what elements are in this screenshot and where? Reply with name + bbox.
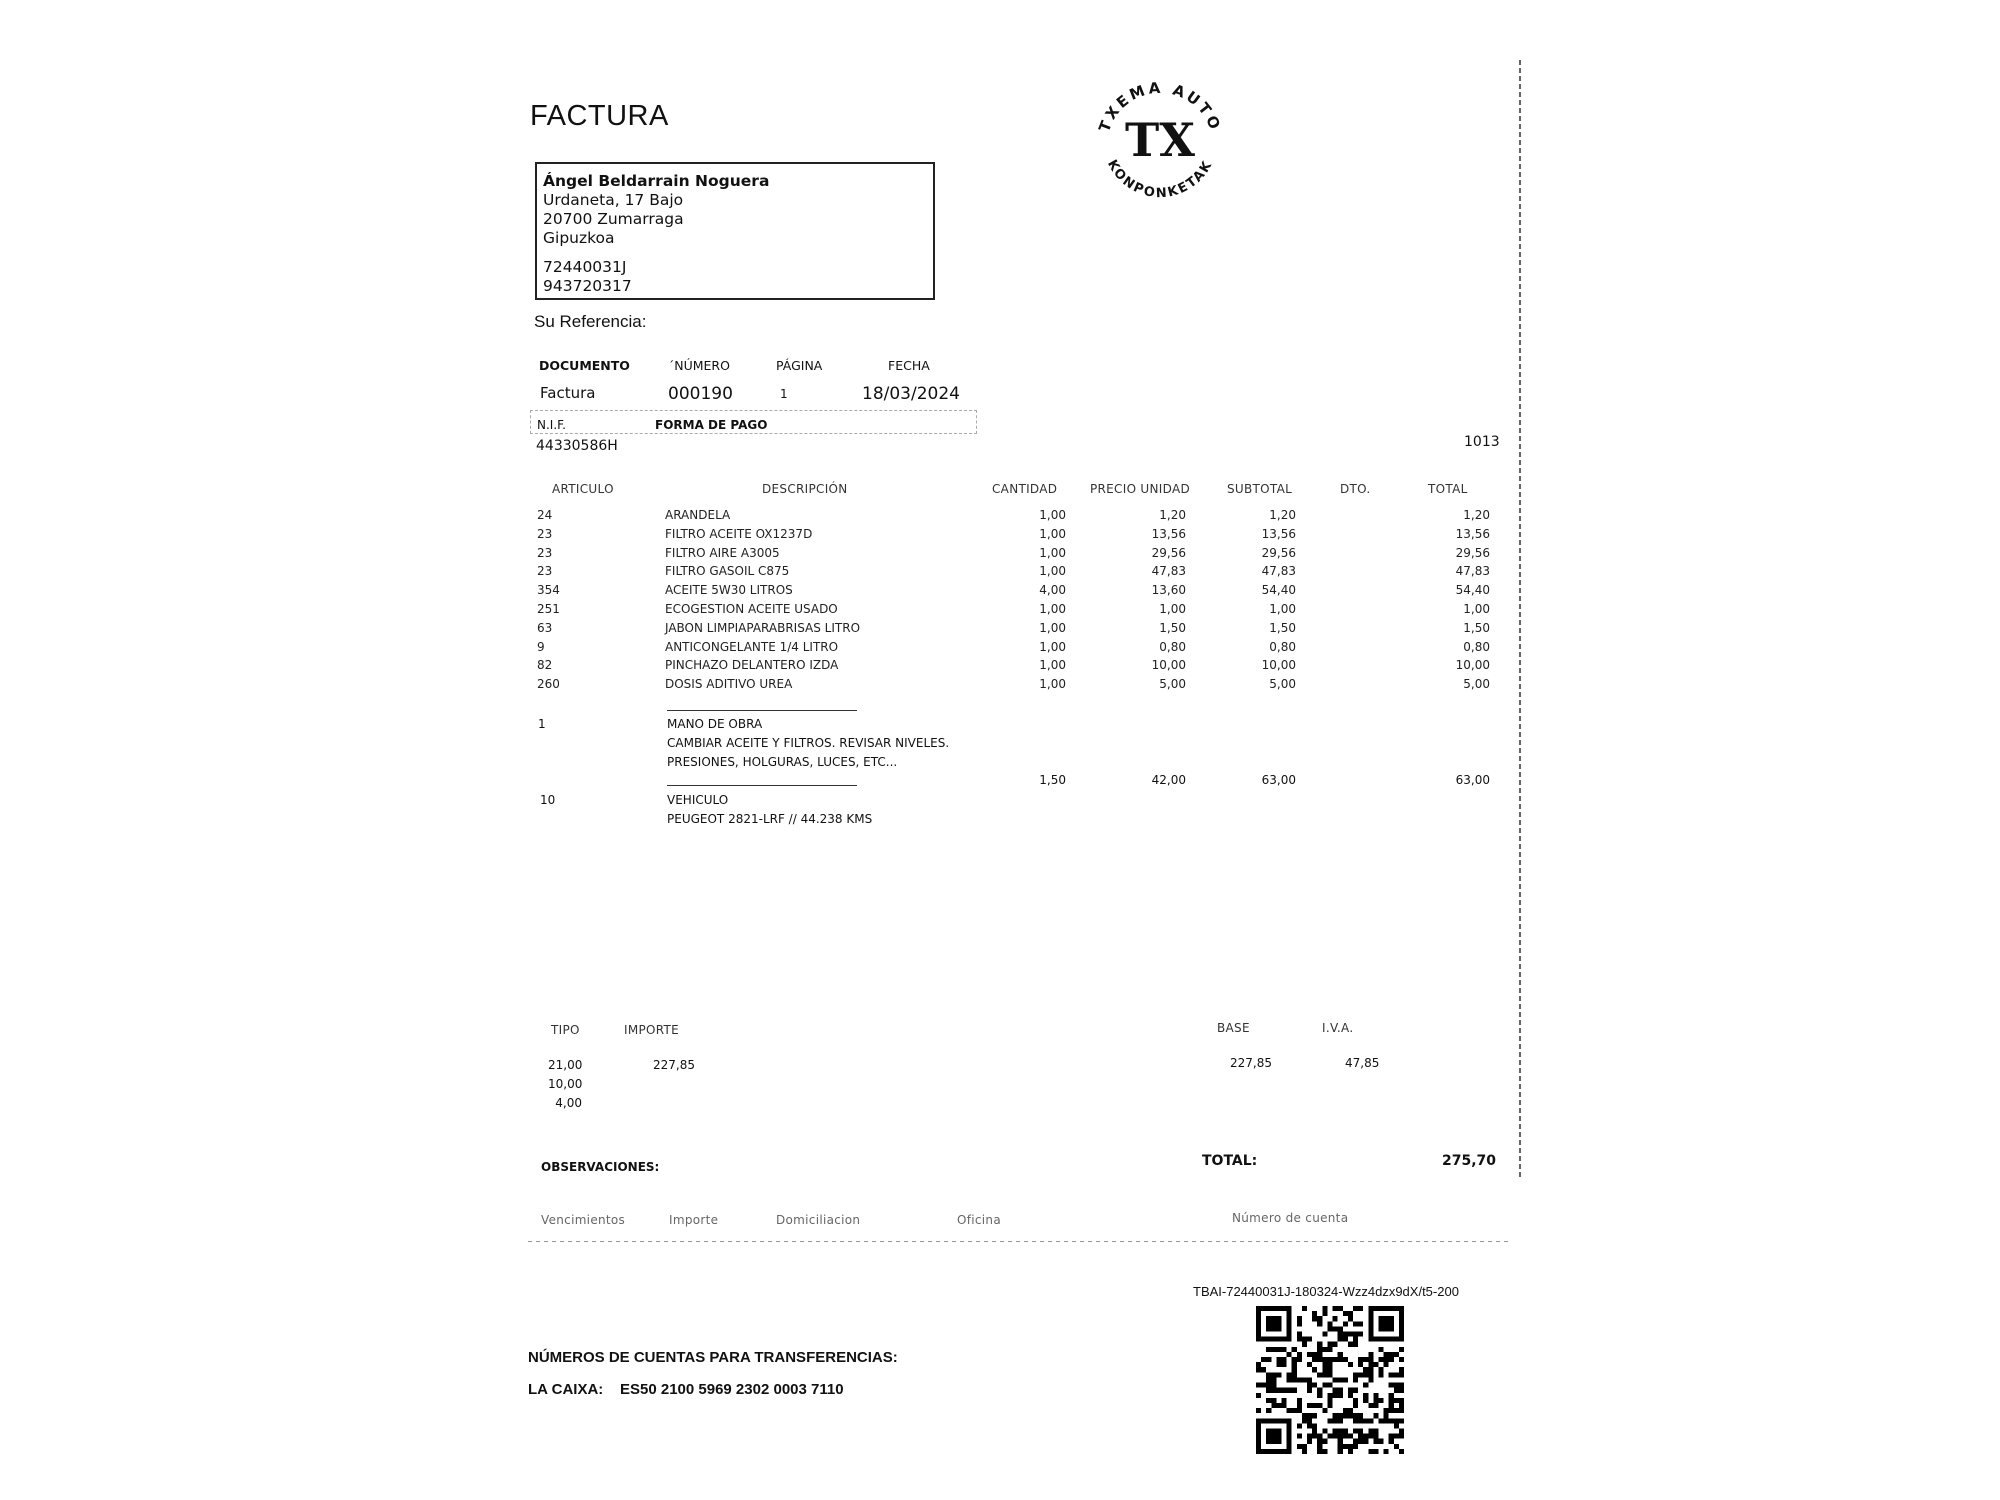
item-unit-price: 1,20 bbox=[1159, 508, 1186, 522]
pay-vencimientos-label: Vencimientos bbox=[541, 1213, 626, 1227]
doc-header-fecha: FECHA bbox=[888, 358, 930, 373]
client-phone: 943720317 bbox=[543, 277, 632, 295]
vehicle-title: VEHICULO bbox=[667, 793, 729, 807]
item-subtotal: 1,00 bbox=[1269, 602, 1296, 616]
tax-importe-label: IMPORTE bbox=[624, 1023, 680, 1037]
item-quantity: 1,00 bbox=[1039, 677, 1066, 692]
table-row bbox=[0, 677, 2000, 696]
item-subtotal: 10,00 bbox=[1261, 658, 1296, 673]
pay-cuenta-label: Número de cuenta bbox=[1232, 1211, 1349, 1225]
reference-label: Su Referencia: bbox=[534, 312, 647, 331]
vehicle-details: PEUGEOT 2821-LRF // 44.238 KMS bbox=[667, 812, 873, 826]
col-articulo: ARTICULO bbox=[552, 482, 614, 496]
page-edge-line bbox=[1519, 60, 1521, 1180]
item-article: 9 bbox=[537, 639, 545, 654]
item-total: 0,80 bbox=[1463, 639, 1490, 654]
item-total: 10,00 bbox=[1455, 658, 1490, 673]
payment-method-label: FORMA DE PAGO bbox=[655, 418, 768, 432]
item-description: FILTRO GASOIL C875 bbox=[665, 564, 790, 579]
invoice-title: FACTURA bbox=[530, 100, 669, 132]
labor-divider-top bbox=[667, 710, 857, 711]
item-subtotal: 1,20 bbox=[1269, 508, 1296, 522]
client-address-box bbox=[535, 162, 935, 300]
item-quantity: 1,00 bbox=[1039, 564, 1066, 579]
total-label: TOTAL: bbox=[1202, 1153, 1258, 1169]
item-unit-price: 5,00 bbox=[1159, 677, 1186, 692]
item-article: 260 bbox=[537, 677, 560, 692]
item-total: 47,83 bbox=[1455, 564, 1490, 579]
tax-base-label: BASE bbox=[1217, 1021, 1250, 1035]
item-article: 82 bbox=[537, 658, 553, 673]
doc-header-numero: ´NÚMERO bbox=[668, 358, 730, 373]
item-article: 24 bbox=[537, 508, 553, 522]
doc-header-pagina: PÁGINA bbox=[776, 358, 823, 373]
item-article: 23 bbox=[537, 526, 553, 541]
item-total: 54,40 bbox=[1455, 583, 1490, 598]
item-description: ACEITE 5W30 LITROS bbox=[665, 583, 793, 598]
col-descripcion: DESCRIPCIÓN bbox=[762, 482, 848, 496]
client-name: Ángel Beldarrain Noguera bbox=[543, 172, 770, 190]
transfer-title: NÚMEROS DE CUENTAS PARA TRANSFERENCIAS: bbox=[528, 1349, 898, 1366]
tax-rate-1: 21,00 bbox=[548, 1058, 583, 1072]
item-article: 63 bbox=[537, 620, 553, 635]
nif-value: 44330586H bbox=[536, 438, 618, 454]
item-subtotal: 5,00 bbox=[1269, 677, 1296, 692]
item-quantity: 1,00 bbox=[1039, 658, 1066, 673]
item-description: JABON LIMPIAPARABRISAS LITRO bbox=[665, 620, 861, 635]
item-article: 354 bbox=[537, 583, 560, 598]
item-total: 5,00 bbox=[1463, 677, 1490, 692]
item-subtotal: 13,56 bbox=[1261, 526, 1296, 541]
tax-iva: 47,85 bbox=[1345, 1056, 1380, 1070]
doc-type: Factura bbox=[540, 384, 596, 402]
doc-header-documento: DOCUMENTO bbox=[539, 358, 630, 373]
svg-text:KONPONKETAK: KONPONKETAK bbox=[1104, 157, 1217, 202]
item-quantity: 4,00 bbox=[1039, 583, 1066, 598]
table-row bbox=[0, 602, 2000, 621]
item-unit-price: 13,60 bbox=[1151, 583, 1186, 598]
client-id: 72440031J bbox=[543, 258, 627, 276]
item-description: FILTRO AIRE A3005 bbox=[665, 545, 780, 560]
bank-label: LA CAIXA: bbox=[528, 1381, 604, 1398]
item-description: ECOGESTION ACEITE USADO bbox=[665, 602, 838, 616]
item-unit-price: 1,00 bbox=[1159, 602, 1186, 616]
svg-text:TX: TX bbox=[1125, 113, 1195, 167]
item-description: ARANDELA bbox=[665, 508, 731, 522]
pay-domiciliacion-label: Domiciliacion bbox=[776, 1213, 861, 1227]
table-row bbox=[0, 583, 2000, 602]
table-row bbox=[0, 621, 2000, 640]
col-precio: PRECIO UNIDAD bbox=[1090, 482, 1191, 496]
item-article: 23 bbox=[537, 564, 553, 579]
table-row bbox=[0, 658, 2000, 677]
item-quantity: 1,00 bbox=[1039, 620, 1066, 635]
item-unit-price: 0,80 bbox=[1159, 639, 1186, 654]
tax-rate-2: 10,00 bbox=[548, 1077, 583, 1091]
tax-importe: 227,85 bbox=[653, 1058, 695, 1072]
pay-importe-label: Importe bbox=[669, 1213, 719, 1227]
item-subtotal: 47,83 bbox=[1261, 564, 1296, 579]
item-subtotal: 0,80 bbox=[1269, 639, 1296, 654]
item-description: FILTRO ACEITE OX1237D bbox=[665, 526, 813, 541]
item-description: ANTICONGELANTE 1/4 LITRO bbox=[665, 639, 839, 654]
tbai-qr-code bbox=[1256, 1306, 1404, 1454]
item-quantity: 1,00 bbox=[1039, 545, 1066, 560]
pay-oficina-label: Oficina bbox=[957, 1213, 1001, 1227]
item-subtotal: 29,56 bbox=[1261, 545, 1296, 560]
tax-rate-3: 4,00 bbox=[555, 1096, 582, 1110]
item-description: DOSIS ADITIVO UREA bbox=[665, 677, 793, 692]
table-row bbox=[0, 564, 2000, 583]
tax-base: 227,85 bbox=[1230, 1056, 1272, 1070]
item-total: 1,00 bbox=[1463, 602, 1490, 616]
item-unit-price: 13,56 bbox=[1151, 526, 1186, 541]
item-subtotal: 1,50 bbox=[1269, 620, 1296, 635]
observations-label: OBSERVACIONES: bbox=[541, 1160, 660, 1174]
item-unit-price: 10,00 bbox=[1151, 658, 1186, 673]
labor-desc-1: CAMBIAR ACEITE Y FILTROS. REVISAR NIVELES. bbox=[667, 736, 950, 750]
labor-art: 1 bbox=[538, 717, 546, 731]
item-quantity: 1,00 bbox=[1039, 602, 1066, 616]
bank-iban: ES50 2100 5969 2302 0003 7110 bbox=[620, 1381, 844, 1398]
col-total: TOTAL bbox=[1428, 482, 1468, 496]
doc-date: 18/03/2024 bbox=[862, 384, 960, 404]
client-province: Gipuzkoa bbox=[543, 229, 615, 247]
item-article: 251 bbox=[537, 602, 560, 616]
table-row bbox=[0, 508, 2000, 527]
table-row bbox=[0, 640, 2000, 659]
item-total: 29,56 bbox=[1455, 545, 1490, 560]
item-quantity: 1,00 bbox=[1039, 526, 1066, 541]
item-quantity: 1,00 bbox=[1039, 508, 1066, 522]
client-address: Urdaneta, 17 Bajo bbox=[543, 191, 684, 209]
item-total: 1,20 bbox=[1463, 508, 1490, 522]
tax-tipo-label: TIPO bbox=[551, 1023, 580, 1037]
doc-page: 1 bbox=[780, 387, 788, 401]
labor-desc-2: PRESIONES, HOLGURAS, LUCES, ETC... bbox=[667, 755, 898, 769]
company-logo-stamp bbox=[1085, 68, 1235, 218]
labor-total: 63,00 bbox=[1455, 773, 1490, 787]
total-value: 275,70 bbox=[1442, 1153, 1497, 1169]
col-cantidad: CANTIDAD bbox=[992, 482, 1058, 496]
table-row bbox=[0, 546, 2000, 565]
item-unit-price: 47,83 bbox=[1151, 564, 1186, 579]
labor-divider-bottom bbox=[667, 785, 857, 786]
labor-subtotal: 63,00 bbox=[1261, 773, 1296, 787]
col-dto: DTO. bbox=[1340, 482, 1371, 496]
item-quantity: 1,00 bbox=[1039, 639, 1066, 654]
item-total: 1,50 bbox=[1463, 620, 1490, 635]
item-unit-price: 1,50 bbox=[1159, 620, 1186, 635]
payment-divider bbox=[528, 1241, 1508, 1242]
labor-title: MANO DE OBRA bbox=[667, 717, 763, 731]
client-postal-city: 20700 Zumarraga bbox=[543, 210, 684, 228]
tax-iva-label: I.V.A. bbox=[1322, 1021, 1354, 1035]
svg-text:TXEMA AUTO: TXEMA AUTO bbox=[1095, 78, 1225, 135]
nif-label: N.I.F. bbox=[537, 418, 566, 432]
vehicle-art: 10 bbox=[540, 793, 556, 807]
labor-qty: 1,50 bbox=[1039, 773, 1066, 787]
tbai-code: TBAI-72440031J-180324-Wzz4dzx9dX/t5-200 bbox=[1193, 1284, 1459, 1299]
item-unit-price: 29,56 bbox=[1151, 545, 1186, 560]
item-total: 13,56 bbox=[1455, 526, 1490, 541]
table-row bbox=[0, 527, 2000, 546]
doc-number: 000190 bbox=[668, 384, 733, 404]
customer-code: 1013 bbox=[1464, 434, 1500, 450]
labor-price: 42,00 bbox=[1151, 773, 1186, 787]
item-subtotal: 54,40 bbox=[1261, 583, 1296, 598]
item-article: 23 bbox=[537, 545, 553, 560]
col-subtotal: SUBTOTAL bbox=[1227, 482, 1293, 496]
item-description: PINCHAZO DELANTERO IZDA bbox=[665, 658, 839, 673]
